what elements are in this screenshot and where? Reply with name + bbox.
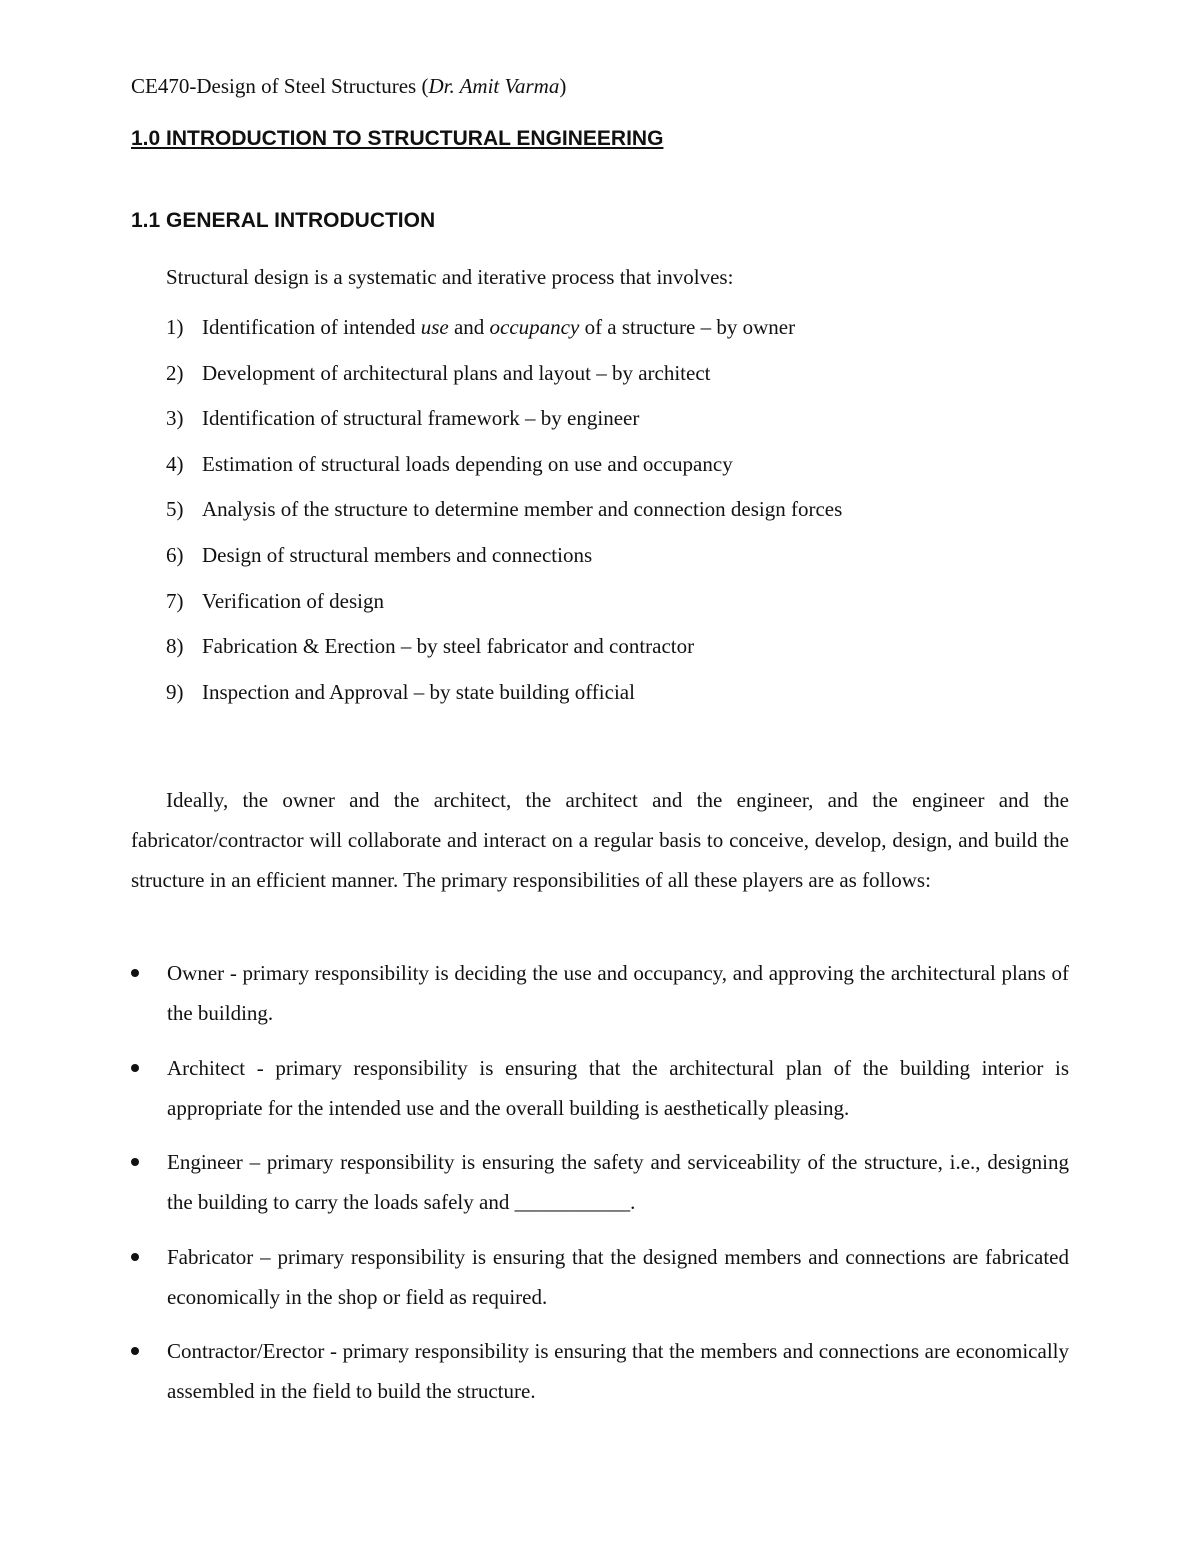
course-title: CE470-Design of Steel Structures ( (131, 74, 429, 98)
step-number: 5) (166, 497, 184, 522)
list-item (166, 541, 842, 587)
list-item (166, 678, 842, 724)
section-heading: 1.1 GENERAL INTRODUCTION (131, 209, 436, 232)
list-item (166, 587, 842, 633)
responsibilities-list (131, 953, 1069, 1426)
design-process-list (166, 313, 842, 723)
list-item (131, 953, 1069, 1033)
role-text: Fabricator – primary responsibility is ensuring that the designed members and connections are fabricated economically in the shop or field as required. (167, 1244, 1069, 1309)
role-text: Contractor/Erector - primary responsibility is ensuring that the members and connections are economically assembled in the field to build the structure. (167, 1339, 1069, 1403)
step-text: Inspection and Approval – by state building official (202, 679, 635, 704)
bullet-icon (131, 1158, 139, 1166)
role-text: Owner - primary responsibility is deciding the use and occupancy, and approving the architectural plans of the building. (167, 961, 1069, 1025)
list-item (131, 1142, 1069, 1222)
step-number: 6) (166, 542, 184, 567)
step-text-part: and (448, 315, 490, 339)
step-number: 4) (166, 451, 184, 476)
step-text: Identification of structural framework – by engineer (202, 406, 640, 431)
header-close-paren: ) (559, 74, 567, 98)
step-number: 8) (166, 634, 184, 659)
step-number: 1) (166, 315, 184, 339)
step-number: 7) (166, 588, 184, 613)
list-item (131, 1331, 1069, 1411)
list-item (166, 359, 842, 405)
step-text: Analysis of the structure to determine member and connection design forces (202, 497, 843, 522)
step-text: Development of architectural plans and layout – by architect (202, 360, 711, 385)
list-item (131, 1237, 1069, 1317)
step-text: Fabrication & Erection – by steel fabricator and contractor (202, 634, 695, 659)
bullet-icon (131, 969, 139, 977)
author-name: Dr. Amit Varma (428, 74, 560, 98)
list-item (166, 313, 842, 359)
step-text: Estimation of structural loads depending on use and occupancy (202, 451, 733, 476)
list-item (131, 1048, 1069, 1128)
bullet-icon (131, 1064, 139, 1072)
role-text: Architect - primary responsibility is ensuring that the architectural plan of the building interior is appropriate for the intended use and the overall building is aesthetically pleasing. (167, 1055, 1069, 1120)
chapter-heading: 1.0 INTRODUCTION TO STRUCTURAL ENGINEERING (131, 127, 664, 150)
intro-sentence: Structural design is a systematic and iterative process that involves: (166, 265, 734, 289)
step-text-emphasis: occupancy (489, 315, 580, 339)
role-text: Engineer – primary responsibility is ensuring the safety and serviceability of the structure, i.e., designing the building to carry the loads safely and ___________. (167, 1150, 1069, 1214)
step-text: Verification of design (202, 588, 384, 613)
bullet-icon (131, 1347, 139, 1355)
step-text (202, 315, 795, 339)
step-number: 2) (166, 360, 184, 385)
step-text-part: of a structure – by owner (579, 315, 796, 339)
list-item (166, 495, 842, 541)
list-item (166, 632, 842, 678)
running-header (131, 74, 566, 99)
step-number: 9) (166, 679, 184, 704)
bullet-icon (131, 1253, 139, 1261)
step-text-part: Identification of intended (202, 315, 421, 339)
collaboration-paragraph: Ideally, the owner and the architect, the architect and the engineer, and the engineer and the fabricator/contractor will collaborate and interact on a regular basis to conceive, develop, design, and build the structure in an efficient manner. The primary responsibilities of all these players are as follows: (131, 788, 1069, 892)
step-number: 3) (166, 406, 184, 431)
step-text-emphasis: use (420, 315, 449, 339)
step-text: Design of structural members and connections (202, 542, 593, 567)
list-item (166, 450, 842, 496)
list-item (166, 404, 842, 450)
